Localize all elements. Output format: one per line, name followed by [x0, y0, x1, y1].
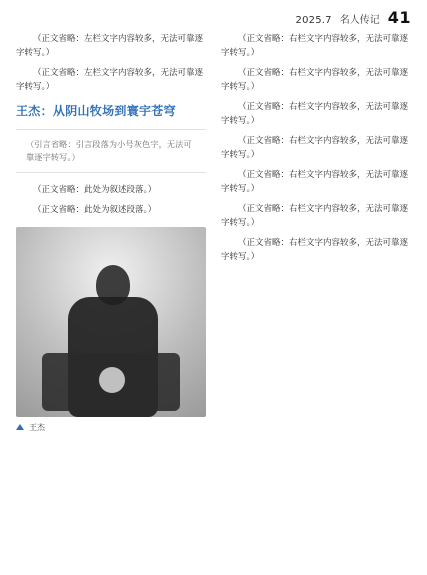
left-column: [16, 32, 206, 559]
right-paragraph-7: （正文省略：右栏文字内容较多，无法可靠逐字转写。）: [221, 238, 409, 262]
section-heading: 王杰：从阴山牧场到寰宇苍穹: [16, 104, 176, 118]
section-label: 名人传记: [339, 15, 380, 26]
right-paragraph-3: （正文省略：右栏文字内容较多，无法可靠逐字转写。）: [221, 102, 409, 126]
page-header: [16, 8, 411, 28]
right-paragraph-1: （正文省略：右栏文字内容较多，无法可靠逐字转写。）: [221, 34, 409, 58]
left-paragraph-4: （正文省略：此处为叙述段落。）: [33, 205, 157, 215]
page-number: 41: [387, 8, 411, 27]
right-column: [221, 32, 411, 559]
issue-label: 2025.7: [295, 15, 332, 26]
right-paragraph-2: （正文省略：右栏文字内容较多，无法可靠逐字转写。）: [221, 68, 409, 92]
photo-caption-text: 王杰: [29, 423, 45, 432]
intro-block: （引言省略：引言段落为小号灰色字，无法可靠逐字转写。）: [16, 129, 206, 173]
photo-caption: [16, 422, 206, 433]
portrait-photo: [16, 227, 206, 417]
left-paragraph-2: （正文省略：左栏文字内容较多，无法可靠逐字转写。）: [16, 68, 204, 92]
right-paragraph-4: （正文省略：右栏文字内容较多，无法可靠逐字转写。）: [221, 136, 409, 160]
right-paragraph-5: （正文省略：右栏文字内容较多，无法可靠逐字转写。）: [221, 170, 409, 194]
caption-triangle-icon: [16, 424, 24, 430]
left-paragraph-1: （正文省略：左栏文字内容较多，无法可靠逐字转写。）: [16, 34, 204, 58]
left-paragraph-3: （正文省略：此处为叙述段落。）: [33, 185, 157, 195]
podium-emblem-icon: [99, 367, 125, 393]
right-paragraph-6: （正文省略：右栏文字内容较多，无法可靠逐字转写。）: [221, 204, 409, 228]
